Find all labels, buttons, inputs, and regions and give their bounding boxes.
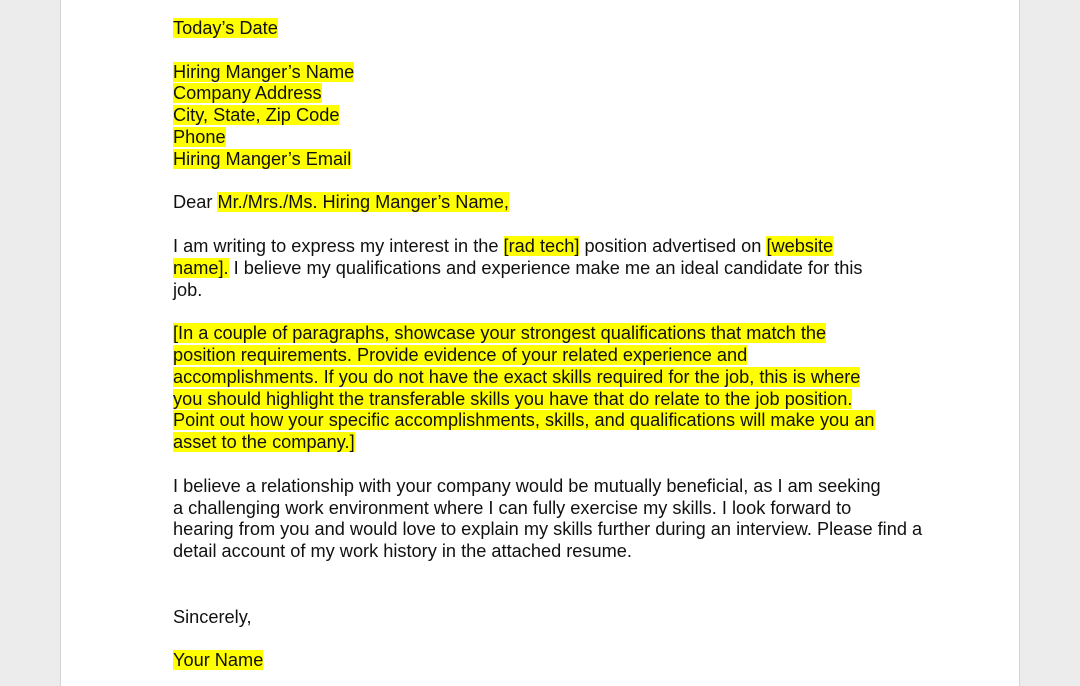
placeholder-paragraph-line: [173, 345, 913, 367]
placeholder-paragraph-text[interactable]: asset to the company.]: [173, 432, 355, 453]
recipient-name-line: [173, 62, 913, 84]
placeholder-paragraph-text[interactable]: [In a couple of paragraphs, showcase your strongest qualifications that match the: [173, 323, 827, 344]
intro-line-3: [173, 280, 913, 302]
signature-placeholder[interactable]: Your Name: [173, 650, 264, 671]
recipient-address-placeholder[interactable]: Company Address: [173, 83, 322, 104]
recipient-phone-placeholder[interactable]: Phone: [173, 126, 226, 147]
spacer: [173, 301, 913, 323]
salutation-line: [173, 192, 913, 214]
position-placeholder[interactable]: [rad tech]: [503, 235, 580, 256]
recipient-address-line: [173, 83, 913, 105]
signature-line: [173, 650, 913, 672]
spacer: [173, 40, 913, 62]
date-line: [173, 18, 913, 40]
intro-line-1: [173, 236, 913, 258]
placeholder-paragraph-text[interactable]: you should highlight the transferable skills you have that do relate to the job position.: [173, 388, 853, 409]
placeholder-paragraph-text[interactable]: accomplishments. If you do not have the exact skills required for the job, this is where: [173, 366, 861, 387]
spacer: [173, 563, 913, 607]
signoff-line: Sincerely,: [173, 606, 252, 627]
closing-paragraph-line: hearing from you and would love to explain my skills further during an interview. Please find a: [173, 519, 923, 540]
closing-paragraph-line: detail account of my work history in the attached resume.: [173, 541, 632, 562]
date-placeholder[interactable]: Today’s Date: [173, 18, 278, 38]
spacer: [173, 454, 913, 476]
intro-text: I believe my qualifications and experience make me an ideal candidate for this: [233, 257, 863, 278]
salutation-prefix: Dear: [173, 192, 213, 213]
placeholder-paragraph-line: [173, 389, 913, 411]
salutation-name-placeholder[interactable]: Mr./Mrs./Ms. Hiring Manger’s Name,: [217, 192, 509, 213]
recipient-city-line: [173, 105, 913, 127]
placeholder-paragraph-line: [173, 323, 913, 345]
intro-line-2: [173, 258, 913, 280]
recipient-name-placeholder[interactable]: Hiring Manger’s Name: [173, 61, 355, 82]
placeholder-paragraph-text[interactable]: Point out how your specific accomplishments, skills, and qualifications will make you an: [173, 410, 875, 431]
spacer: [173, 214, 913, 236]
intro-text: job.: [173, 279, 203, 300]
placeholder-paragraph-line: [173, 410, 913, 432]
letter-body[interactable]: [173, 18, 923, 672]
spacer: [173, 171, 913, 193]
closing-paragraph-line: I believe a relationship with your company would be mutually beneficial, as I am seeking: [173, 475, 881, 496]
recipient-email-line: [173, 149, 913, 171]
website-placeholder[interactable]: [website: [766, 235, 834, 256]
intro-text: position advertised on: [584, 235, 762, 256]
document-page[interactable]: [60, 0, 1020, 686]
recipient-email-placeholder[interactable]: Hiring Manger’s Email: [173, 148, 352, 169]
recipient-city-placeholder[interactable]: City, State, Zip Code: [173, 105, 340, 126]
placeholder-paragraph-text[interactable]: position requirements. Provide evidence of your related experience and: [173, 344, 748, 365]
recipient-phone-line: [173, 127, 913, 149]
website-placeholder-cont[interactable]: name].: [173, 257, 229, 278]
placeholder-paragraph-line: [173, 432, 913, 454]
intro-text: I am writing to express my interest in the: [173, 235, 499, 256]
spacer: [173, 628, 913, 650]
placeholder-paragraph-line: [173, 367, 913, 389]
closing-paragraph-line: a challenging work environment where I can fully exercise my skills. I look forward to: [173, 497, 852, 518]
